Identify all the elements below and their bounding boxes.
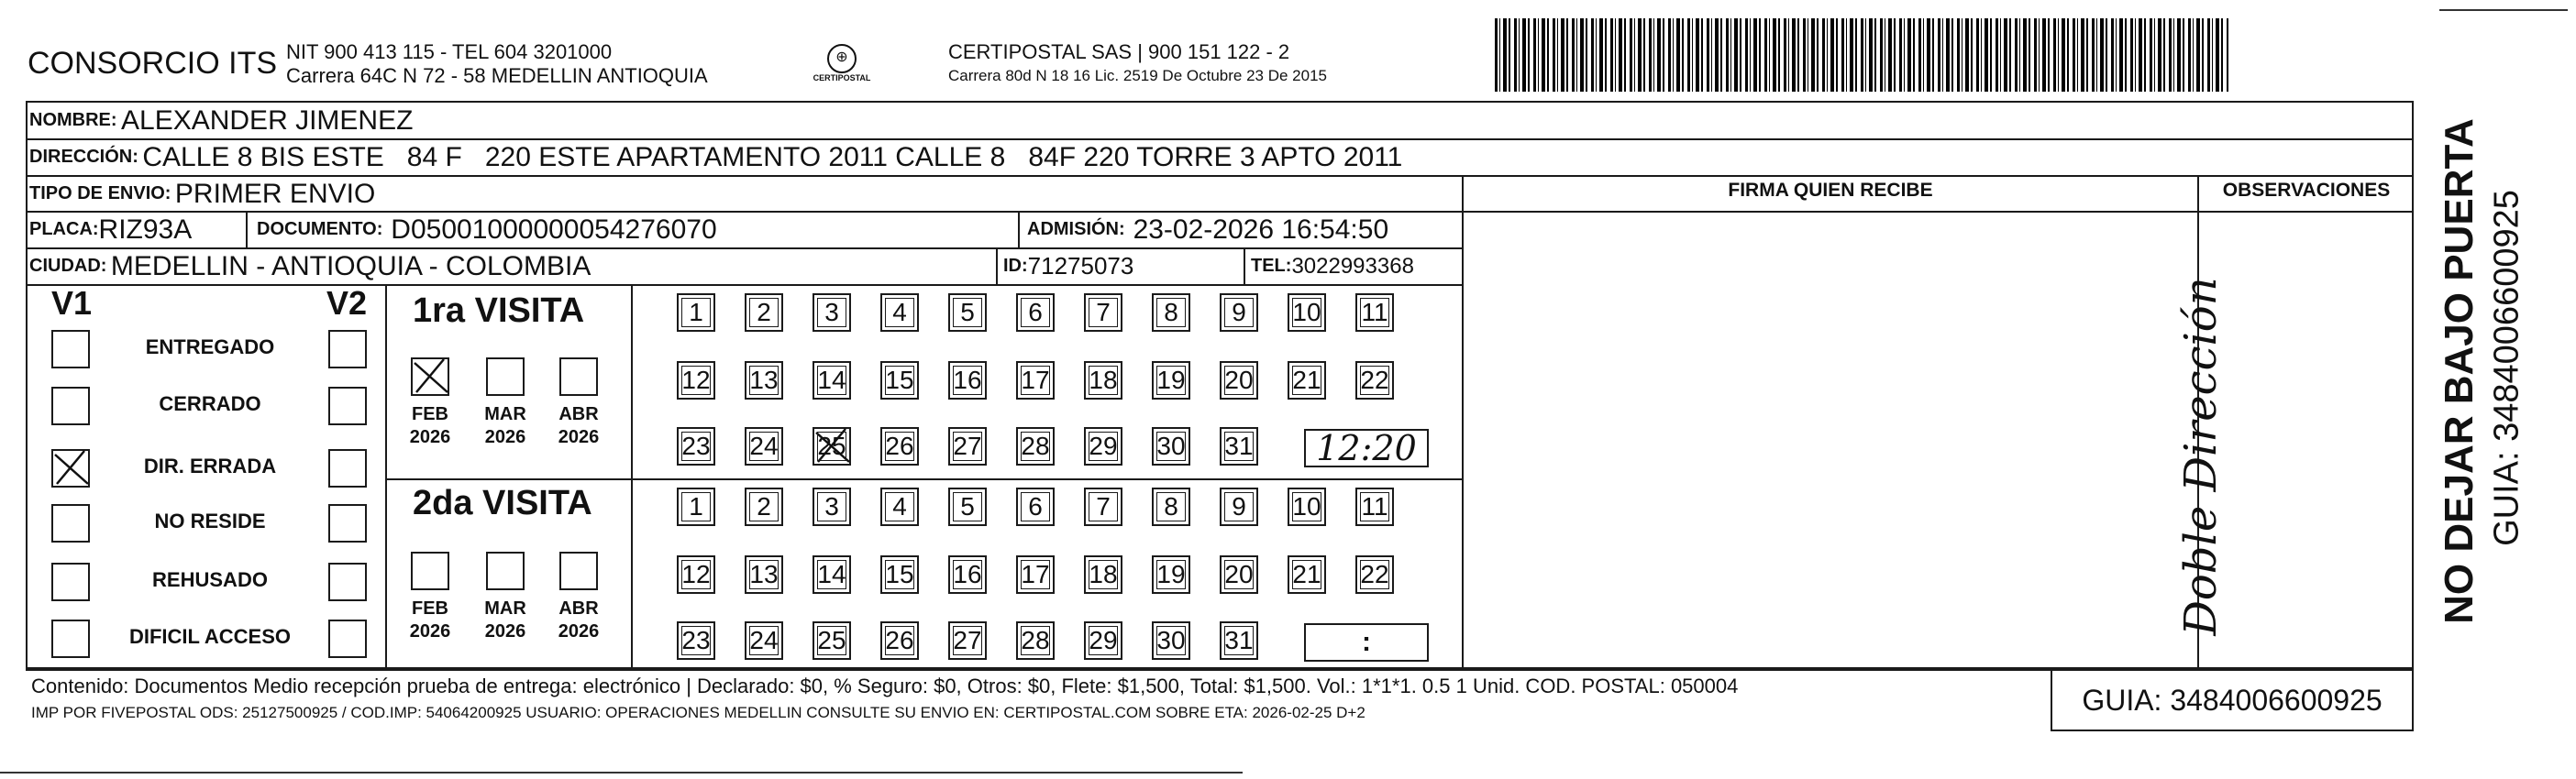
status-label: REHUSADO [152,568,268,591]
day-box[interactable] [1220,293,1258,332]
day-number: 8 [1164,298,1178,326]
v2-checkbox[interactable] [328,563,367,601]
day-number: 22 [1360,560,1389,588]
day-box[interactable] [677,427,715,466]
observaciones-label: OBSERVACIONES [2222,180,2391,201]
v1-checkbox[interactable] [51,387,90,425]
time-value: : [1362,627,1371,657]
day-number: 17 [1021,366,1050,394]
day-number: 10 [1292,492,1321,521]
day-box[interactable] [745,621,783,660]
day-number: 26 [885,432,914,460]
day-number: 5 [960,492,975,521]
status-label: DIFICIL ACCESO [128,625,291,648]
day-box[interactable] [745,555,783,594]
day-number: 29 [1089,626,1118,654]
day-number: 21 [1292,560,1321,588]
company-line2: Carrera 64C N 72 - 58 MEDELLIN ANTIOQUIA [286,64,708,87]
time-box[interactable] [1304,623,1429,662]
day-box[interactable] [1016,361,1055,400]
day-number: 1 [689,298,703,326]
day-number: 12 [681,366,711,394]
month-label: MAR 2026 [484,404,526,447]
nombre-value: ALEXANDER JIMENEZ [121,104,414,136]
day-box[interactable] [1016,488,1055,526]
tipo-row: TIPO DE ENVIO: PRIMER ENVIO [29,178,376,209]
day-box[interactable] [1288,293,1326,332]
day-box[interactable] [1084,293,1122,332]
day-box[interactable] [813,361,851,400]
day-box[interactable] [1152,427,1190,466]
day-box[interactable] [880,488,919,526]
placa-cell: PLACA: RIZ93A [29,214,193,245]
month-checkbox[interactable] [486,357,525,396]
day-number: 23 [681,626,711,654]
day-number: 5 [960,298,975,326]
day-box[interactable] [1016,621,1055,660]
day-number: 18 [1089,366,1118,394]
day-number: 9 [1232,492,1246,521]
day-box[interactable] [1355,555,1394,594]
day-box[interactable] [1084,361,1122,400]
day-box[interactable] [948,293,987,332]
day-number: 20 [1224,366,1254,394]
day-number: 3 [824,492,839,521]
documento-cell: DOCUMENTO: D05001000000054276070 [257,214,717,245]
day-number: 13 [749,366,779,394]
day-box[interactable] [1220,488,1258,526]
top-rule [2439,9,2568,11]
day-box[interactable] [948,621,987,660]
day-box[interactable] [813,427,851,466]
v1-checkbox[interactable] [51,330,90,368]
v1-checkbox[interactable] [51,449,90,488]
month-label: ABR 2026 [558,404,600,447]
day-number: 2 [757,298,771,326]
day-box[interactable] [880,427,919,466]
footer-line1: Contenido: Documentos Medio recepción prueba de entrega: electrónico | Declarado: $0, % Seguro: $0, Otros: $0, Flete: $1,500, Total: $1,500. Vol.: 1*1*1. 0.5 1 Unid. COD. POSTAL: 050004 [31,675,1739,697]
day-box[interactable] [1220,427,1258,466]
certipostal-logo: ⊕ CERTIPOSTAL [807,44,877,90]
day-number: 30 [1156,626,1186,654]
day-box[interactable] [1084,427,1122,466]
day-number: 24 [749,626,779,654]
day-box[interactable] [1084,621,1122,660]
side-guia: GUIA: 3484006600925 [2487,190,2526,546]
tipo-value: PRIMER ENVIO [174,178,376,209]
day-box[interactable] [813,621,851,660]
v2-checkbox[interactable] [328,620,367,658]
month-checkbox[interactable] [411,357,449,396]
bottom-rule [0,772,1243,774]
day-number: 7 [1096,298,1111,326]
day-number: 28 [1021,432,1050,460]
day-number: 11 [1361,492,1388,521]
day-number: 7 [1096,492,1111,521]
company-line1: NIT 900 413 115 - TEL 604 3201000 [286,40,613,63]
day-number: 15 [885,560,914,588]
day-number: 25 [817,432,846,460]
direccion-row: DIRECCIÓN: CALLE 8 BIS ESTE 84 F 220 ESTE APARTAMENTO 2011 CALLE 8 84F 220 TORRE 3 APTO 2011 [29,141,1403,172]
day-number: 30 [1156,432,1186,460]
day-number: 1 [689,492,703,521]
id-cell: ID: 71275073 [1003,252,1134,280]
day-box[interactable] [745,361,783,400]
day-box[interactable] [1016,293,1055,332]
day-number: 23 [681,432,711,460]
day-number: 6 [1028,492,1043,521]
day-number: 18 [1089,560,1118,588]
v1-checkbox[interactable] [51,504,90,543]
status-label: CERRADO [159,392,261,415]
day-box[interactable] [1152,361,1190,400]
day-number: 19 [1156,366,1186,394]
day-box[interactable] [1288,555,1326,594]
day-box[interactable] [1220,555,1258,594]
day-box[interactable] [1084,555,1122,594]
company-name: CONSORCIO ITS [28,46,278,81]
guia-box [2051,669,2414,731]
guia-value: GUIA: 3484006600925 [2082,683,2383,717]
v2-checkbox[interactable] [328,504,367,543]
day-box[interactable] [1152,555,1190,594]
v2-checkbox[interactable] [328,387,367,425]
v1-checkbox[interactable] [51,563,90,601]
day-box[interactable] [745,488,783,526]
day-box[interactable] [745,427,783,466]
firma-label: FIRMA QUIEN RECIBE [1728,180,1933,201]
day-box[interactable] [880,361,919,400]
day-number: 31 [1224,432,1254,460]
month-label: FEB 2026 [409,404,451,447]
day-number: 16 [953,366,982,394]
day-number: 21 [1292,366,1321,394]
day-number: 14 [817,366,846,394]
courier-line1: CERTIPOSTAL SAS | 900 151 122 - 2 [948,40,1290,63]
month-checkbox[interactable] [559,552,598,590]
day-box[interactable] [1288,488,1326,526]
month-label: FEB 2026 [409,598,451,642]
day-number: 31 [1224,626,1254,654]
day-number: 27 [953,432,982,460]
day-number: 25 [817,626,846,654]
side-warning: NO DEJAR BAJO PUERTA [2437,118,2482,624]
day-number: 24 [749,432,779,460]
day-box[interactable] [745,293,783,332]
day-box[interactable] [677,293,715,332]
day-number: 8 [1164,492,1178,521]
day-box[interactable] [948,555,987,594]
time-box[interactable] [1304,429,1429,467]
day-number: 4 [892,492,907,521]
visit-2-title: 2da VISITA [413,484,592,522]
day-box[interactable] [1220,361,1258,400]
day-box[interactable] [1016,427,1055,466]
day-box[interactable] [1355,488,1394,526]
day-box[interactable] [813,555,851,594]
day-box[interactable] [948,427,987,466]
day-number: 17 [1021,560,1050,588]
day-box[interactable] [880,293,919,332]
footer-line2: IMP POR FIVEPOSTAL ODS: 25127500925 / COD.IMP: 54064200925 USUARIO: OPERACIONES MEDELLIN CONSULTE SU ENVIO EN: CERTIPOSTAL.COM SOBRE ETA: 2026-02-25 D+2 [31,704,1365,721]
day-box[interactable] [1152,293,1190,332]
day-number: 2 [757,492,771,521]
day-number: 28 [1021,626,1050,654]
day-box[interactable] [1355,361,1394,400]
tel-cell: TEL: 3022993368 [1251,253,1414,279]
day-number: 15 [885,366,914,394]
v2-checkbox[interactable] [328,449,367,488]
month-label: MAR 2026 [484,598,526,642]
day-number: 12 [681,560,711,588]
day-box[interactable] [1016,555,1055,594]
time-value: 12:20 [1316,428,1417,468]
day-box[interactable] [948,361,987,400]
day-number: 26 [885,626,914,654]
v2-checkbox[interactable] [328,330,367,368]
observaciones-handwriting: Doble Dirección [2175,277,2227,636]
month-checkbox[interactable] [486,552,525,590]
barcode [1495,18,2228,92]
day-box[interactable] [677,621,715,660]
day-box[interactable] [813,293,851,332]
day-number: 27 [953,626,982,654]
day-box[interactable] [1220,621,1258,660]
status-label: ENTREGADO [145,335,275,358]
day-box[interactable] [1084,488,1122,526]
day-number: 13 [749,560,779,588]
day-number: 16 [953,560,982,588]
v2-header: V2 [326,284,368,322]
day-box[interactable] [677,361,715,400]
day-number: 19 [1156,560,1186,588]
day-box[interactable] [677,488,715,526]
day-number: 29 [1089,432,1118,460]
day-box[interactable] [948,488,987,526]
ciudad-cell: CIUDAD: MEDELLIN - ANTIOQUIA - COLOMBIA [29,250,591,281]
day-number: 14 [817,560,846,588]
day-number: 9 [1232,298,1246,326]
day-number: 3 [824,298,839,326]
day-box[interactable] [1288,361,1326,400]
day-number: 22 [1360,366,1389,394]
courier-line2: Carrera 80d N 18 16 Lic. 2519 De Octubre 23 De 2015 [948,67,1327,84]
v1-header: V1 [51,284,93,322]
day-number: 4 [892,298,907,326]
status-label: NO RESIDE [154,510,266,532]
month-checkbox[interactable] [411,552,449,590]
status-label: DIR. ERRADA [143,455,277,477]
day-box[interactable] [880,555,919,594]
day-box[interactable] [677,555,715,594]
nombre-row: NOMBRE: ALEXANDER JIMENEZ [29,104,414,136]
direccion-value: CALLE 8 BIS ESTE 84 F 220 ESTE APARTAMENTO 2011 CALLE 8 84F 220 TORRE 3 APTO 2011 [142,141,1403,172]
month-label: ABR 2026 [558,598,600,642]
admision-cell: ADMISIÓN: 23-02-2026 16:54:50 [1027,214,1389,245]
month-checkbox[interactable] [559,357,598,396]
day-number: 10 [1292,298,1321,326]
day-number: 20 [1224,560,1254,588]
day-box[interactable] [880,621,919,660]
day-number: 6 [1028,298,1043,326]
day-box[interactable] [813,488,851,526]
day-box[interactable] [1152,621,1190,660]
day-number: 11 [1361,298,1388,326]
visit-1-title: 1ra VISITA [413,291,585,330]
v1-checkbox[interactable] [51,620,90,658]
day-box[interactable] [1152,488,1190,526]
day-box[interactable] [1355,293,1394,332]
